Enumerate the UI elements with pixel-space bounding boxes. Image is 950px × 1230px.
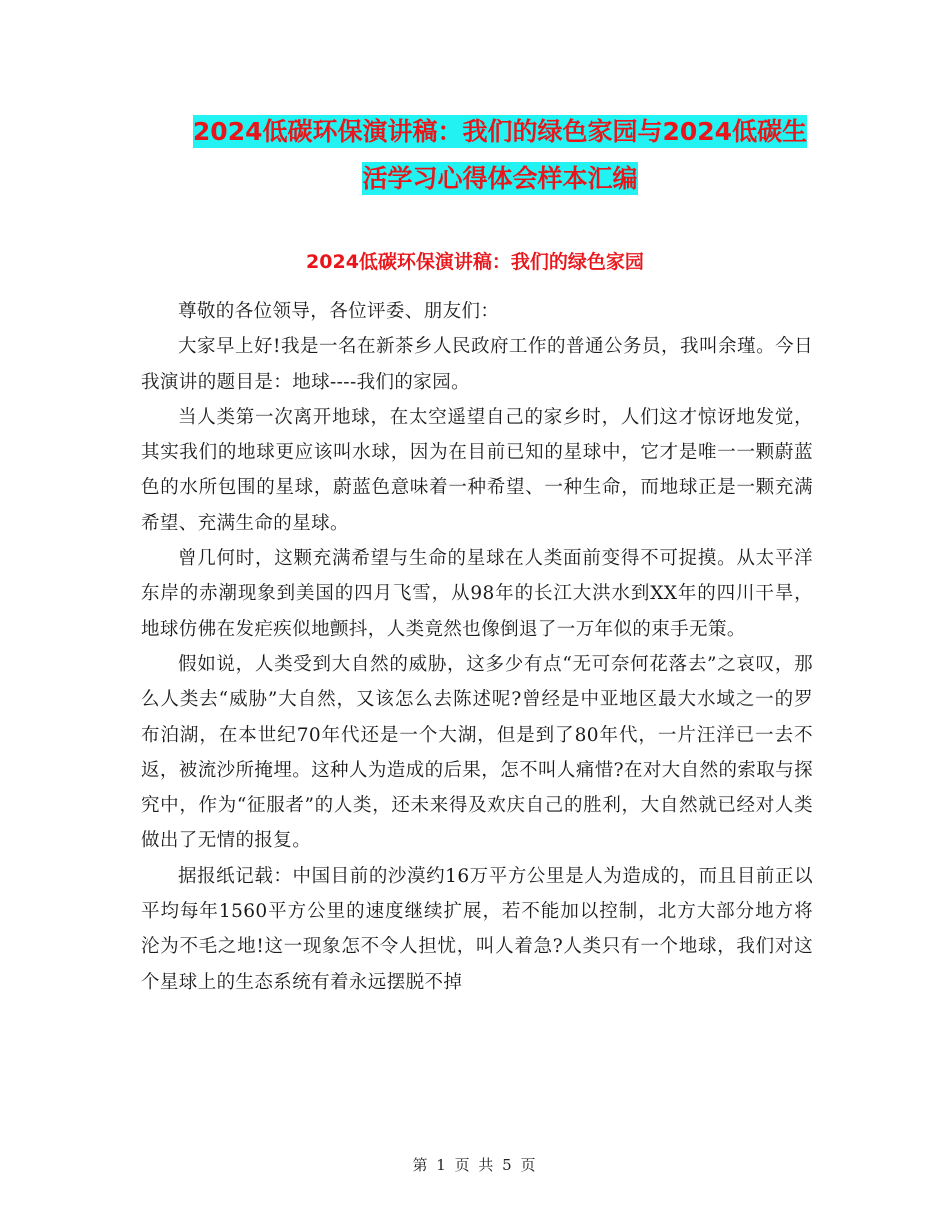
title-line-2: 活学习心得体会样本汇编	[362, 164, 638, 193]
page-number-footer: 第 1 页 共 5 页	[412, 1156, 538, 1174]
paragraph: 据报纸记载：中国目前的沙漠约16万平方公里是人为造成的，而且目前正以平均每年1560平方公里的速度继续扩展，若不能加以控制，北方大部分地方将沦为不毛之地!这一现象怎不令人担忧，叫人着急?人类只有一个地球，我们对这个星球上的生态系统有着永远摆脱不掉	[141, 865, 813, 993]
paragraph: 曾几何时，这颗充满希望与生命的星球在人类面前变得不可捉摸。从太平洋东岸的赤潮现象到美国的四月飞雪，从98年的长江大洪水到XX年的四川干旱，地球仿佛在发疟疾似地颤抖，人类竟然也像倒退了一万年似的束手无策。	[141, 548, 813, 640]
paragraph: 大家早上好!我是一名在新茶乡人民政府工作的普通公务员，我叫余瑾。今日我演讲的题目是：地球----我们的家园。	[141, 336, 813, 393]
paragraph-salutation: 尊敬的各位领导，各位评委、朋友们：	[178, 301, 500, 322]
paragraph: 假如说，人类受到大自然的威胁，这多少有点“无可奈何花落去”之哀叹，那么人类去“威胁”大自然，又该怎么去陈述呢?曾经是中亚地区最大水域之一的罗布泊湖，在本世纪70年代还是一个大湖，但是到了80年代，一片汪洋已一去不返，被流沙所掩埋。这种人为造成的后果，怎不叫人痛惜?在对大自然的索取与探究中，作为“征服者”的人类，还未来得及欢庆自己的胜利，大自然就已经对人类做出了无情的报复。	[141, 653, 813, 852]
paragraph: 当人类第一次离开地球，在太空遥望自己的家乡时，人们这才惊讶地发觉，其实我们的地球更应该叫水球，因为在目前已知的星球中，它才是唯一一颗蔚蓝色的水所包围的星球，蔚蓝色意味着一种希望、一种生命，而地球正是一颗充满希望、充满生命的星球。	[141, 406, 813, 534]
document-body	[141, 294, 813, 1000]
section-heading: 2024低碳环保演讲稿：我们的绿色家园	[306, 251, 644, 273]
document-title	[140, 108, 860, 202]
title-line-1: 2024低碳环保演讲稿：我们的绿色家园与2024低碳生	[192, 117, 808, 146]
